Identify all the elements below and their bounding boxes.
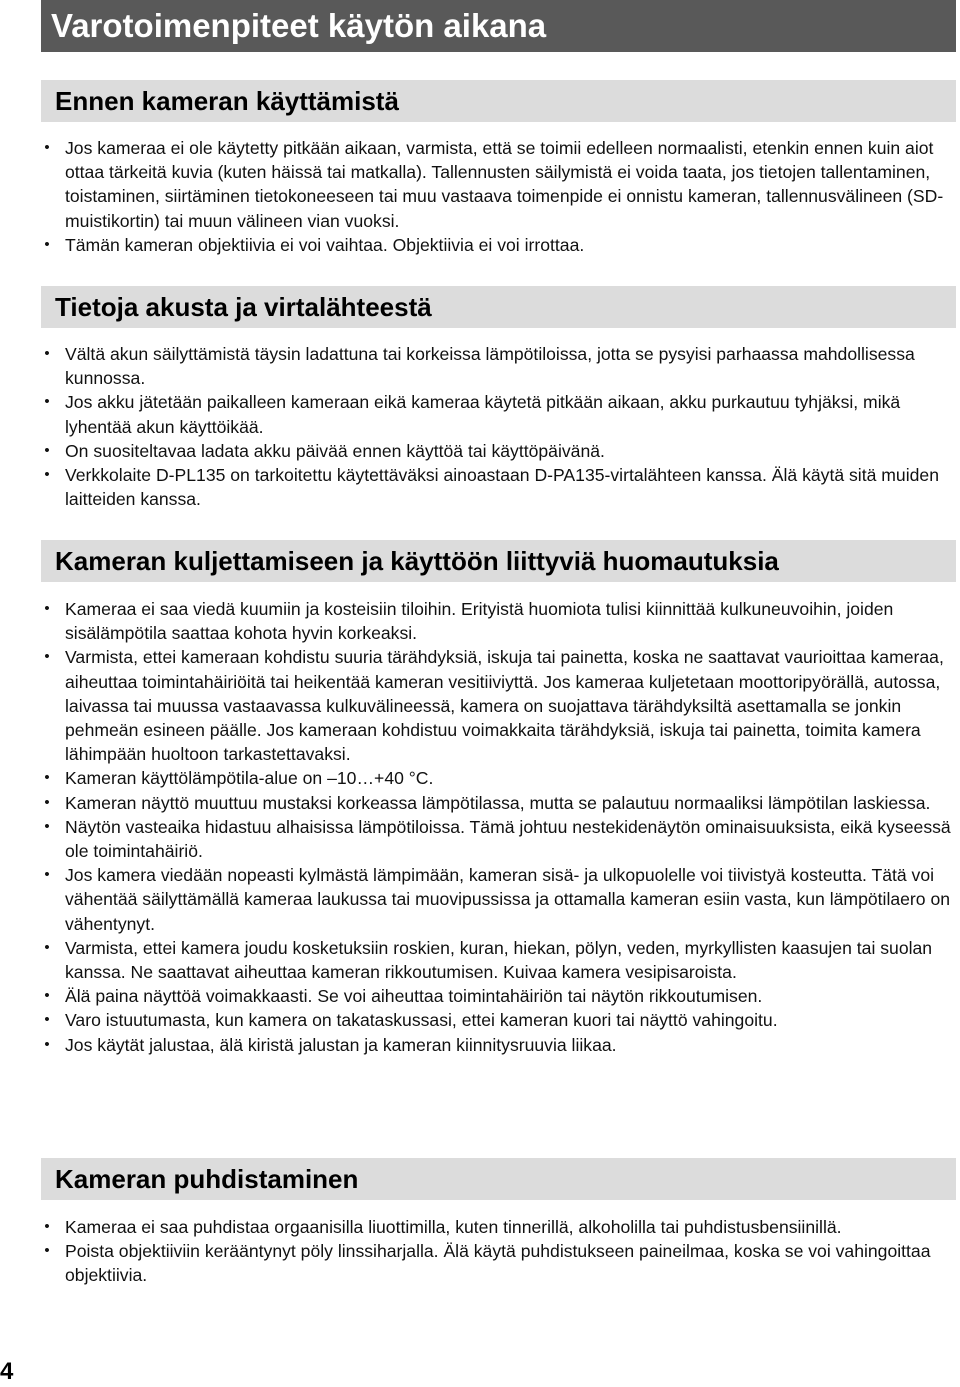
- list-item-text: Poista objektiiviin kerääntynyt pöly linssiharjalla. Älä käytä puhdistukseen paineilmaa, koska se voi vahingoittaa objektiivia.: [65, 1241, 931, 1286]
- section-header-battery: [41, 286, 956, 328]
- list-item: [41, 463, 959, 511]
- bullet-icon: •: [44, 1218, 50, 1235]
- section-header-before-use: [41, 80, 956, 122]
- list-item: [41, 136, 959, 233]
- bullet-list-before-use: [41, 136, 959, 257]
- list-item: [41, 439, 959, 463]
- bullet-list-transport-use: [41, 597, 959, 1057]
- bullet-icon: •: [44, 987, 50, 1005]
- bullet-list-battery: [41, 342, 959, 511]
- section-heading: Ennen kameran käyttämistä: [55, 85, 399, 116]
- list-item-text: On suositeltavaa ladata akku päivää ennen käyttöä tai käyttöpäivänä.: [65, 440, 605, 461]
- bullet-icon: •: [44, 441, 50, 459]
- list-item-text: Kameraa ei saa viedä kuumiin ja kosteisiin tiloihin. Erityistä huomiota tulisi kiinnittää kulkuneuvoihin, joiden sisälämpötila saattaa kohota hyvin korkeaksi.: [65, 599, 894, 644]
- list-item: [41, 233, 959, 257]
- list-item-text: Jos käytät jalustaa, älä kiristä jalustan ja kameran kiinnitysruuvia liikaa.: [65, 1034, 617, 1055]
- list-item: [41, 791, 959, 815]
- list-item-text: Verkkolaite D-PL135 on tarkoitettu käytettäväksi ainoastaan D-PA135-virtalähteen kanssa. Älä käytä sitä muiden laitteiden kanssa.: [65, 465, 939, 510]
- list-item-text: Tämän kameran objektiivia ei voi vaihtaa. Objektiivia ei voi irrottaa.: [65, 234, 585, 255]
- list-item: [41, 1215, 959, 1239]
- list-item-text: Älä paina näyttöä voimakkaasti. Se voi aiheuttaa toimintahäiriön tai näytön rikkoutumisen.: [65, 986, 763, 1007]
- section-heading: Kameran kuljettamiseen ja käyttöön liittyviä huomautuksia: [55, 545, 779, 576]
- list-item-text: Vältä akun säilyttämistä täysin ladattuna tai korkeissa lämpötiloissa, jotta se pysyisi parhaassa mahdollisessa kunnossa.: [65, 344, 915, 389]
- bullet-icon: •: [44, 139, 50, 156]
- list-item: [41, 1239, 959, 1287]
- list-item: [41, 342, 959, 390]
- bullet-icon: •: [44, 345, 50, 362]
- section-header-cleaning: [41, 1158, 956, 1200]
- list-item: [41, 863, 959, 936]
- list-item-text: Varmista, ettei kameraan kohdistu suuria tärähdyksiä, iskuja tai painetta, koska ne saattavat vaurioittaa kameraa, aiheuttaa toimintahäiriöitä tai heikentää kameran vesitiiviyttä. Jos kameraa kuljetetaan moottoripyörällä, autossa, laivassa tai muussa vastaavassa kulkuvälineessä, kamera on suojattava tärähdyksiltä asettamalla se jonkin pehmeän esineen päälle. Jos kameraan kohdistuu voimakkaita tärähdyksiä, iskuja tai painetta, toimita kamera lähimpään huoltoon tarkastettavaksi.: [65, 647, 944, 765]
- bullet-icon: •: [44, 817, 50, 835]
- bullet-icon: •: [44, 1242, 50, 1260]
- list-item-text: Jos akku jätetään paikalleen kameraan eikä kameraa käytetä pitkään aikaan, akku purkautuu tyhjäksi, mikä lyhentää akun käyttöikää.: [65, 392, 901, 437]
- bullet-icon: •: [44, 769, 50, 787]
- section-heading: Tietoja akusta ja virtalähteestä: [55, 291, 432, 322]
- bullet-icon: •: [44, 466, 50, 484]
- bullet-icon: •: [44, 1011, 50, 1029]
- list-item: [41, 984, 959, 1008]
- page-title-bar: [41, 0, 956, 52]
- bullet-icon: •: [44, 938, 50, 956]
- page-title: Varotoimenpiteet käytön aikana: [51, 7, 547, 44]
- list-item: [41, 645, 959, 766]
- list-item: [41, 1008, 959, 1032]
- bullet-icon: •: [44, 393, 50, 411]
- list-item-text: Näytön vasteaika hidastuu alhaisissa lämpötiloissa. Tämä johtuu nestekidenäytön ominaisuuksista, eikä kyseessä ole toimintahäiriö.: [65, 816, 951, 862]
- bullet-icon: •: [44, 793, 50, 811]
- list-item: [41, 597, 959, 645]
- list-item-text: Kameran käyttölämpötila-alue on –10…+40 °C.: [65, 768, 434, 789]
- list-item-text: Varmista, ettei kamera joudu kosketuksiin roskien, kuran, hiekan, pölyn, veden, myrkyllisten kaasujen tai suolan kanssa. Ne saattavat aiheuttaa kameran rikkoutumisen. Kuivaa kamera vesipisaroista.: [65, 937, 933, 983]
- list-item-text: Kameran näyttö muuttuu mustaksi korkeassa lämpötilassa, mutta se palautuu normaaliksi lämpötilan laskiessa.: [65, 792, 931, 813]
- list-item: [41, 390, 959, 438]
- page-number: 4: [0, 1358, 14, 1385]
- list-item: [41, 936, 959, 984]
- list-item: [41, 1033, 959, 1057]
- list-item-text: Kameraa ei saa puhdistaa orgaanisilla liuottimilla, kuten tinnerillä, alkoholilla tai puhdistusbensiinillä.: [65, 1217, 842, 1237]
- bullet-icon: •: [44, 235, 50, 253]
- bullet-list-cleaning: [41, 1215, 959, 1288]
- bullet-icon: •: [44, 600, 50, 617]
- bullet-icon: •: [44, 1035, 50, 1053]
- list-item-text: Jos kamera viedään nopeasti kylmästä lämpimään, kameran sisä- ja ulkopuolelle voi tiivistyä kosteutta. Tätä voi vähentää säilyttämällä kameraa laukussa tai muovipussissa ja ottamalla kameran esiin vasta, kun lämpötilaero on vähentynyt.: [65, 865, 951, 934]
- section-heading: Kameran puhdistaminen: [55, 1163, 359, 1194]
- list-item-text: Jos kameraa ei ole käytetty pitkään aikaan, varmista, että se toimii edelleen normaalisti, etenkin ennen kuin aiot ottaa tärkeitä kuvia (kuten häissä tai matkalla). Tallennusten säilymistä ei voida taata, jos tietojen tallentaminen, toistaminen, siirtäminen tietokoneeseen tai muu vastaava toimenpide ei onnistu kameran, tallennusvälineen (SD-muistikortin) tai muun välineen vian vuoksi.: [65, 138, 944, 231]
- bullet-icon: •: [44, 866, 50, 884]
- list-item: [41, 766, 959, 790]
- list-item: [41, 815, 959, 863]
- list-item-text: Varo istuutumasta, kun kamera on takataskussasi, ettei kameran kuori tai näyttö vahingoitu.: [65, 1010, 778, 1031]
- section-header-transport-use: [41, 540, 956, 582]
- bullet-icon: •: [44, 648, 50, 666]
